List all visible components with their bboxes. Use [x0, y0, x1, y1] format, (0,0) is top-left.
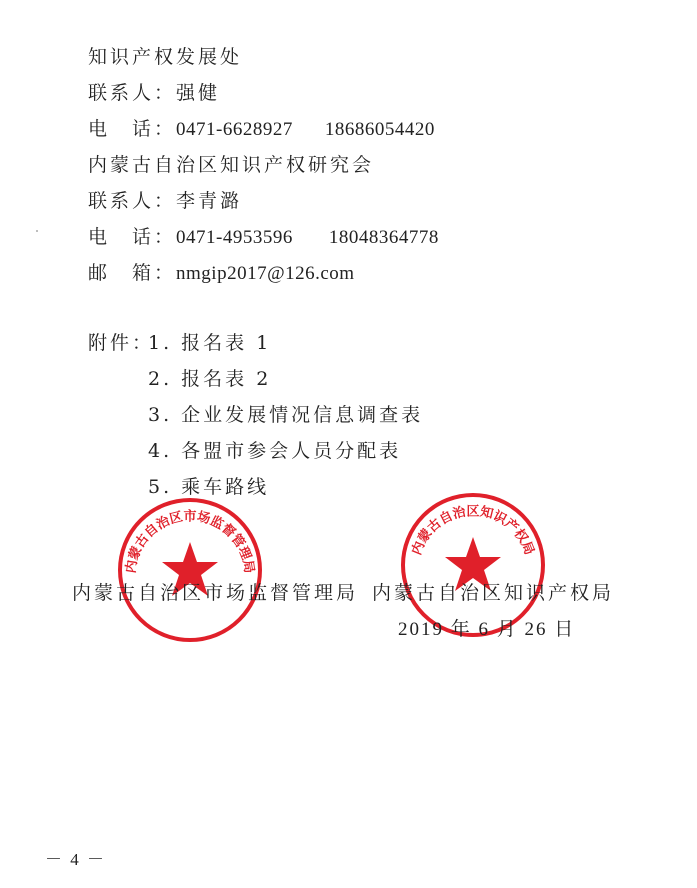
- contact-org-2: 内蒙古自治区知识产权研究会: [88, 154, 375, 176]
- phone-mobile: 18686054420: [324, 119, 435, 140]
- contact-name: 李青潞: [176, 190, 243, 212]
- official-seal-left: [115, 495, 265, 645]
- contact-person-1: [88, 82, 220, 104]
- attachment-item-2: 2. 报名表 2: [148, 368, 272, 390]
- scan-speck: [36, 230, 38, 232]
- contact-phone-2: [88, 226, 439, 249]
- contact-email: [88, 262, 355, 285]
- signature-right-org: 内蒙古自治区知识产权局: [372, 582, 615, 604]
- phone-label: 电 话：: [88, 226, 177, 248]
- signature-left-org: 内蒙古自治区市场监督管理局: [72, 582, 359, 604]
- phone-landline: 0471-6628927: [176, 119, 293, 140]
- email-address: nmgip2017@126.com: [176, 263, 355, 284]
- attachments-label: 附件：: [88, 332, 155, 354]
- email-label: 邮 箱：: [88, 262, 177, 284]
- seal-right-text: 内蒙古自治区知识产权局: [409, 504, 537, 558]
- phone-landline: 0471-4953596: [176, 227, 293, 248]
- contact-name: 强健: [176, 82, 221, 104]
- signature-date: 2019 年 6 月 26 日: [398, 619, 576, 640]
- page-number: － 4 －: [45, 850, 106, 869]
- attachment-item-5: 5. 乘车路线: [148, 476, 270, 498]
- contact-person-2: [88, 190, 242, 212]
- contact-label: 联系人：: [88, 82, 177, 104]
- contact-label: 联系人：: [88, 190, 177, 212]
- contact-phone-1: [88, 118, 435, 141]
- attachment-item-1: 1. 报名表 1: [148, 332, 272, 354]
- phone-mobile: 18048364778: [328, 227, 439, 248]
- seal-left-text: 内蒙古自治区市场监督管理局: [123, 509, 257, 575]
- attachment-item-4: 4. 各盟市参会人员分配表: [148, 440, 402, 462]
- contact-org-1: 知识产权发展处: [88, 46, 243, 68]
- phone-label: 电 话：: [88, 118, 177, 140]
- attachment-item-3: 3. 企业发展情况信息调查表: [148, 404, 424, 426]
